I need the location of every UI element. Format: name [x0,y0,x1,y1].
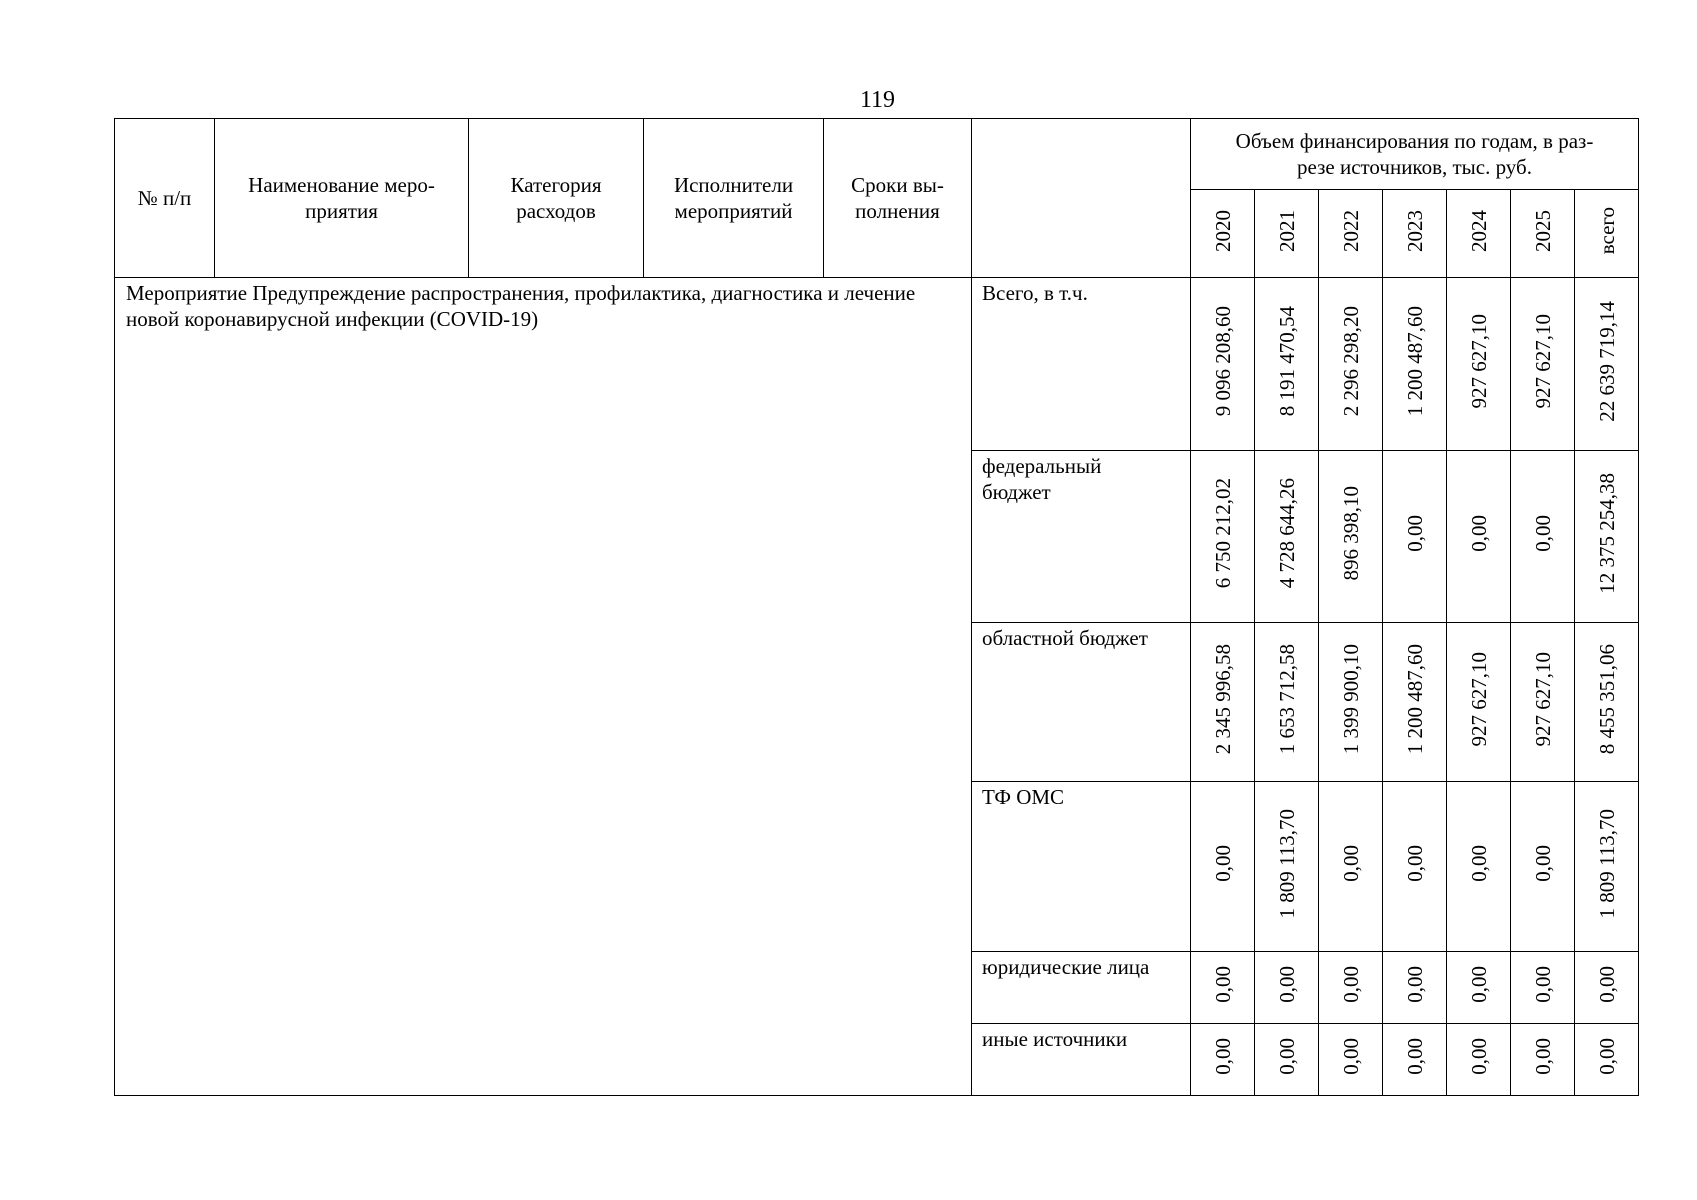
value-cell [1575,1024,1639,1096]
value-cell [1383,1024,1447,1096]
value-text: 12 375 254,38 [1594,473,1619,594]
source-label-text-line2: бюджет [982,480,1051,504]
header-category-line1: Категория [510,173,602,197]
value-text: 0,00 [1530,515,1555,552]
value-cell [1191,782,1255,952]
value-cell [1383,952,1447,1024]
value-cell [1383,278,1447,451]
value-text: 927 627,10 [1530,313,1555,409]
value-cell [1575,623,1639,782]
value-cell [1447,1024,1511,1096]
value-text: 896 398,10 [1338,486,1363,581]
year-2022 [1319,190,1383,278]
value-cell [1255,623,1319,782]
value-cell [1447,623,1511,782]
value-text: 8 191 470,54 [1274,305,1299,417]
value-cell [1511,1024,1575,1096]
source-label-text: иные источники [982,1027,1128,1051]
header-funding [1191,119,1639,190]
value-cell [1511,782,1575,952]
value-text: 0,00 [1210,845,1235,882]
header-name-line2: приятия [305,199,378,223]
header-name-line1: Наименование меро- [248,173,435,197]
year-label: всего [1594,206,1619,255]
value-text: 0,00 [1274,966,1299,1003]
value-text: 0,00 [1338,966,1363,1003]
value-text: 0,00 [1274,1038,1299,1075]
value-cell [1511,451,1575,623]
year-2024 [1447,190,1511,278]
value-text: 1 809 113,70 [1594,808,1619,919]
year-total [1575,190,1639,278]
header-number [115,119,215,278]
value-text: 0,00 [1530,845,1555,882]
value-cell [1255,451,1319,623]
source-label [972,623,1191,782]
value-text: 927 627,10 [1530,651,1555,747]
source-label-text: Всего, в т.ч. [982,281,1088,305]
header-terms-line1: Сроки вы- [851,173,944,197]
value-text: 0,00 [1530,966,1555,1003]
value-text: 8 455 351,06 [1594,643,1619,755]
year-label: 2025 [1530,209,1555,252]
value-cell [1383,782,1447,952]
value-text: 927 627,10 [1466,651,1491,747]
year-2025 [1511,190,1575,278]
value-cell [1319,952,1383,1024]
header-executors-line2: мероприятий [674,199,793,223]
year-2023 [1383,190,1447,278]
value-cell [1191,1024,1255,1096]
value-cell [1575,278,1639,451]
value-cell [1191,623,1255,782]
value-cell [1575,952,1639,1024]
value-cell [1319,1024,1383,1096]
value-text: 22 639 719,14 [1594,300,1619,422]
value-cell [1191,278,1255,451]
value-cell [1383,451,1447,623]
value-text: 0,00 [1210,1038,1235,1075]
value-cell [1511,623,1575,782]
header-executors [644,119,824,278]
value-text: 2 345 996,58 [1210,643,1235,755]
value-cell [1447,782,1511,952]
header-funding-line1: Объем финансирования по годам, в раз- [1235,129,1594,153]
value-cell [1383,623,1447,782]
value-text: 1 399 900,10 [1338,643,1363,755]
header-row-1 [115,119,1639,190]
value-cell [1255,782,1319,952]
value-text: 0,00 [1466,515,1491,552]
value-text: 0,00 [1402,1038,1427,1075]
value-text: 0,00 [1594,1038,1619,1075]
value-text: 0,00 [1466,966,1491,1003]
page-number: 119 [859,87,896,113]
value-text: 0,00 [1402,845,1427,882]
source-label [972,278,1191,451]
year-2020 [1191,190,1255,278]
value-cell [1447,278,1511,451]
value-cell [1447,451,1511,623]
table-row [115,278,1639,451]
value-cell [1319,782,1383,952]
value-text: 0,00 [1402,515,1427,552]
value-text: 0,00 [1402,966,1427,1003]
value-text: 6 750 212,02 [1210,478,1235,589]
value-text: 927 627,10 [1466,313,1491,409]
source-label-text: ТФ ОМС [982,785,1065,809]
year-label: 2023 [1402,209,1427,252]
header-funding-line2: резе источников, тыс. руб. [1297,155,1532,179]
header-terms-line2: полнения [855,199,940,223]
year-2021 [1255,190,1319,278]
source-label [972,1024,1191,1096]
value-text: 0,00 [1466,845,1491,882]
value-cell [1575,451,1639,623]
value-text: 2 296 298,20 [1338,305,1363,417]
value-cell [1255,952,1319,1024]
value-cell [1319,278,1383,451]
source-label [972,451,1191,623]
value-text: 0,00 [1466,1038,1491,1075]
header-terms [824,119,972,278]
value-text: 1 653 712,58 [1274,643,1299,755]
value-text: 0,00 [1338,845,1363,882]
year-label: 2020 [1210,209,1235,252]
source-label-text: юридические лица [982,955,1150,979]
value-cell [1447,952,1511,1024]
value-text: 1 200 487,60 [1402,305,1427,417]
header-category [469,119,644,278]
value-cell [1255,1024,1319,1096]
header-number-label: № п/п [137,186,192,210]
source-label-text: федеральный [982,454,1102,478]
value-cell [1575,782,1639,952]
value-cell [1191,952,1255,1024]
header-name [215,119,469,278]
header-category-line2: расходов [516,199,596,223]
year-label: 2022 [1338,209,1363,252]
value-text: 1 809 113,70 [1274,808,1299,919]
value-cell [1511,952,1575,1024]
source-label [972,782,1191,952]
value-text: 0,00 [1338,1038,1363,1075]
value-text: 1 200 487,60 [1402,643,1427,755]
source-label [972,952,1191,1024]
value-text: 0,00 [1530,1038,1555,1075]
value-cell [1255,278,1319,451]
header-source [972,119,1191,278]
value-text: 0,00 [1210,966,1235,1003]
value-cell [1319,623,1383,782]
funding-table [114,118,1639,1096]
value-cell [1191,451,1255,623]
value-text: 4 728 644,26 [1274,478,1299,589]
value-cell [1319,451,1383,623]
year-label: 2021 [1274,209,1299,252]
value-text: 9 096 208,60 [1210,305,1235,417]
year-label: 2024 [1466,209,1491,252]
value-text: 0,00 [1594,966,1619,1003]
measure-name [115,278,972,1096]
measure-name-text: Мероприятие Предупреждение распространения, профилактика, диагностика и лечение новой коронавирусной инфекции (COVID-19) [126,281,916,331]
header-executors-line1: Исполнители [673,173,794,197]
source-label-text: областной бюджет [982,626,1148,650]
value-cell [1511,278,1575,451]
